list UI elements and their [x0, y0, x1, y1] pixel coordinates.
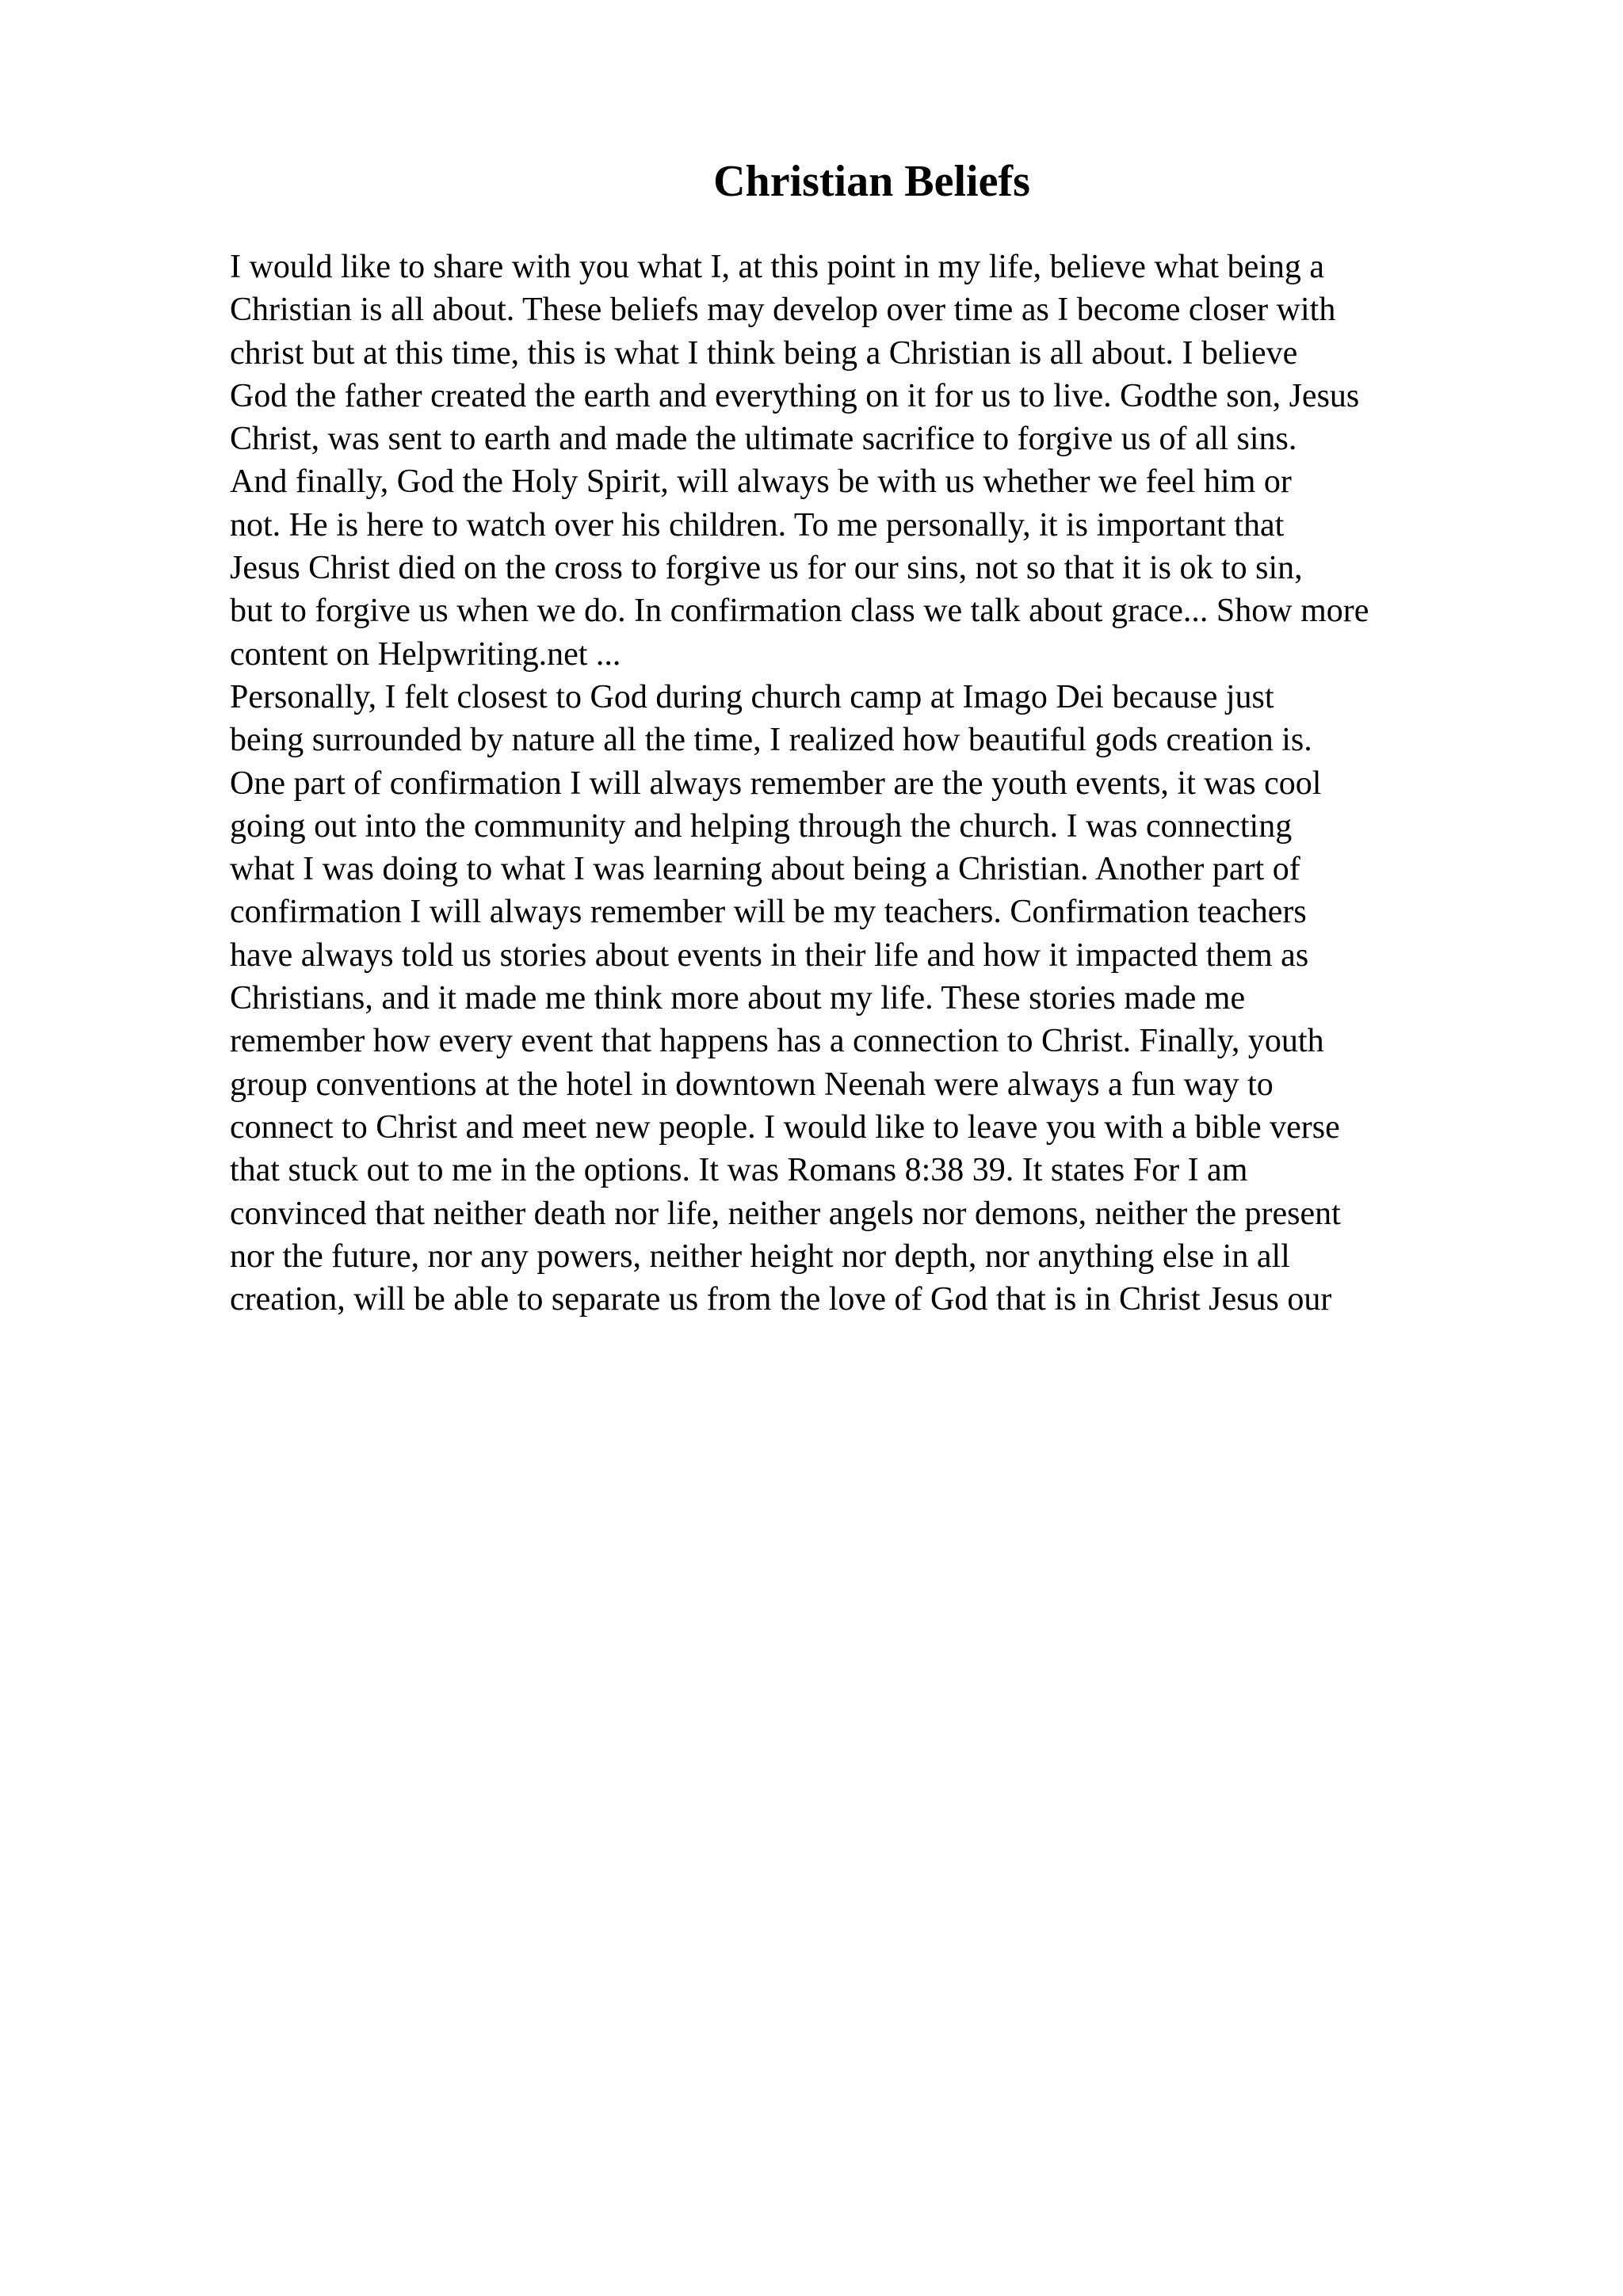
body-line: I would like to share with you what I, at this point in my life, believe what being a — [230, 249, 1325, 285]
document-body — [230, 246, 1369, 1321]
body-line: that stuck out to me in the options. It was Romans 8:38 39. It states For I am — [230, 1152, 1248, 1189]
body-line: Jesus Christ died on the cross to forgive us for our sins, not so that it is ok to sin, — [230, 550, 1303, 587]
body-line: remember how every event that happens has a connection to Christ. Finally, youth — [230, 1023, 1324, 1060]
body-line: Christ, was sent to earth and made the ultimate sacrifice to forgive us of all sins. — [230, 421, 1297, 458]
body-line: going out into the community and helping through the church. I was connecting — [230, 807, 1293, 845]
body-line: what I was doing to what I was learning about being a Christian. Another part of — [230, 851, 1300, 888]
body-line: not. He is here to watch over his children. To me personally, it is important that — [230, 506, 1285, 543]
body-line: Christian is all about. These beliefs may develop over time as I become closer with — [230, 292, 1336, 329]
body-line: confirmation I will always remember will be my teachers. Confirmation teachers — [230, 894, 1307, 931]
body-line: nor the future, nor any powers, neither height nor depth, nor anything else in all — [230, 1238, 1290, 1275]
body-line: Christians, and it made me think more about my life. These stories made me — [230, 980, 1246, 1017]
document-title: Christian Beliefs — [713, 157, 1030, 206]
body-line: convinced that neither death nor life, neither angels nor demons, neither the present — [230, 1195, 1341, 1232]
body-line: God the father created the earth and everything on it for us to live. Godthe son, Jesus — [230, 377, 1360, 414]
body-line: And finally, God the Holy Spirit, will always be with us whether we feel him or — [230, 463, 1292, 501]
body-line: being surrounded by nature all the time, I realized how beautiful gods creation is. — [230, 722, 1312, 759]
body-line: creation, will be able to separate us from the love of God that is in Christ Jesus our — [230, 1281, 1332, 1318]
body-line: One part of confirmation I will always remember are the youth events, it was cool — [230, 765, 1322, 802]
body-line: group conventions at the hotel in downtown Neenah were always a fun way to — [230, 1066, 1274, 1103]
body-line: have always told us stories about events in their life and how it impacted them as — [230, 936, 1309, 974]
body-line: content on Helpwriting.net ... — [230, 635, 621, 673]
body-line: christ but at this time, this is what I think being a Christian is all about. I believe — [230, 334, 1298, 372]
body-line: Personally, I felt closest to God during church camp at Imago Dei because just — [230, 678, 1274, 715]
body-line: connect to Christ and meet new people. I would like to leave you with a bible verse — [230, 1108, 1340, 1146]
body-line: but to forgive us when we do. In confirmation class we talk about grace... Show more — [230, 593, 1369, 630]
